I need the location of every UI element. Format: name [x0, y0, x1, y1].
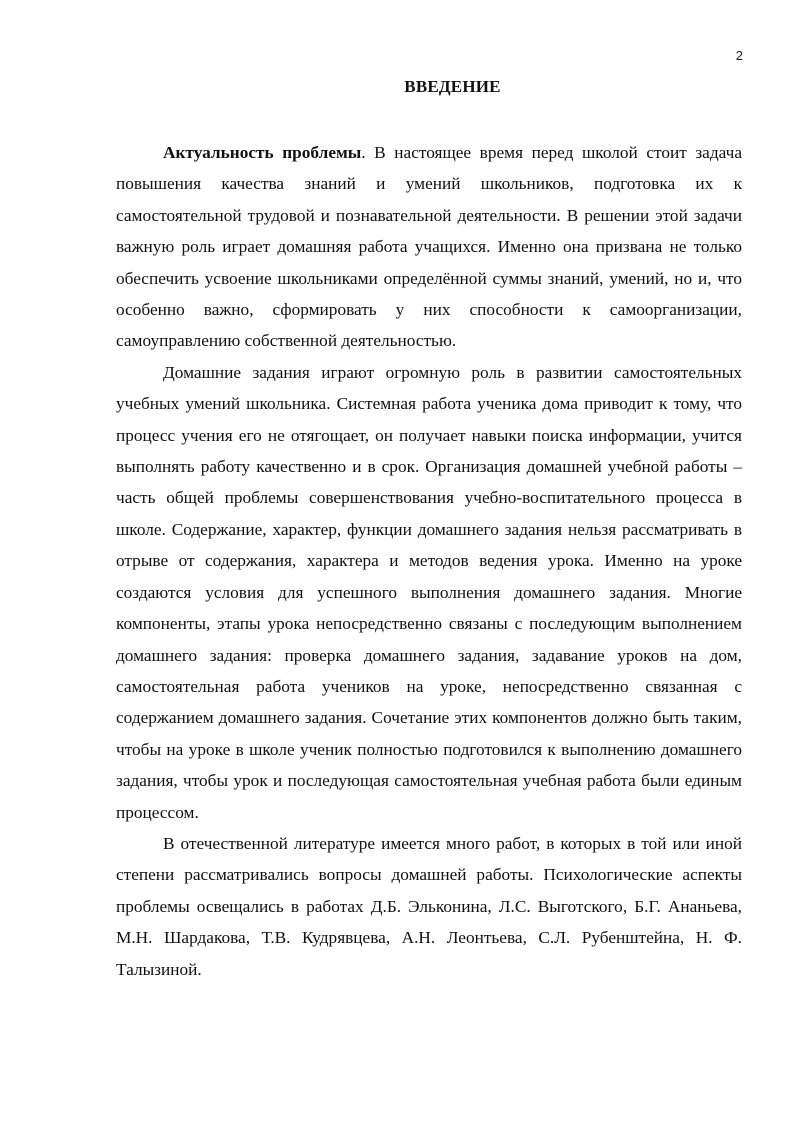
section-title: ВВЕДЕНИЕ — [404, 77, 501, 96]
paragraph-literature: В отечественной литературе имеется много работ, в которых в той или иной степени рассматривались вопросы домашней работы. Психологические аспекты проблемы освещались в работах Д.Б. Эльконина, Л.С. Выготского, Б.Г. Ананьева, М.Н. Шардакова, Т.В. Кудрявцева, А.Н. Леонтьева, С.Л. Рубенштейна, Н. Ф. Талызиной. — [116, 833, 742, 979]
paragraph-text: . В настоящее время перед школой стоит задача повышения качества знаний и умений школьников, подготовка их к самостоятельной трудовой и познавательной деятельности. В решении этой задачи важную роль играет домашняя работа учащихся. Именно она призвана не только обеспечить усвоение школьниками определённой суммы знаний, умений, но и, что особенно важно, сформировать у них способности к самоорганизации, самоуправлению собственной деятельностью. — [116, 143, 742, 351]
page-number: 2 — [735, 48, 743, 63]
paragraph-lead: Актуальность проблемы — [163, 143, 362, 162]
document-body — [116, 137, 742, 985]
paragraph-homework-role: Домашние задания играют огромную роль в развитии самостоятельных учебных умений школьника. Системная работа ученика дома приводит к тому, что процесс учения его не отягощает, он получает навыки поиска информации, учится выполнять работу качественно и в срок. Организация домашней учебной работы – часть общей проблемы совершенствования учебно-воспитательного процесса в школе. Содержание, характер, функции домашнего задания нельзя рассматривать в отрыве от содержания, характера и методов ведения урока. Именно на уроке создаются условия для успешного выполнения домашнего задания. Многие компоненты, этапы урока непосредственно связаны с последующим выполнением домашнего задания: проверка домашнего задания, задавание уроков на дом, самостоятельная работа учеников на уроке, непосредственно связанная с содержанием домашнего задания. Сочетание этих компонентов должно быть таким, чтобы на уроке в школе ученик полностью подготовился к выполнению домашнего задания, чтобы урок и последующая самостоятельная учебная работа были единым процессом. — [116, 362, 742, 822]
paragraph-relevance — [116, 137, 742, 357]
